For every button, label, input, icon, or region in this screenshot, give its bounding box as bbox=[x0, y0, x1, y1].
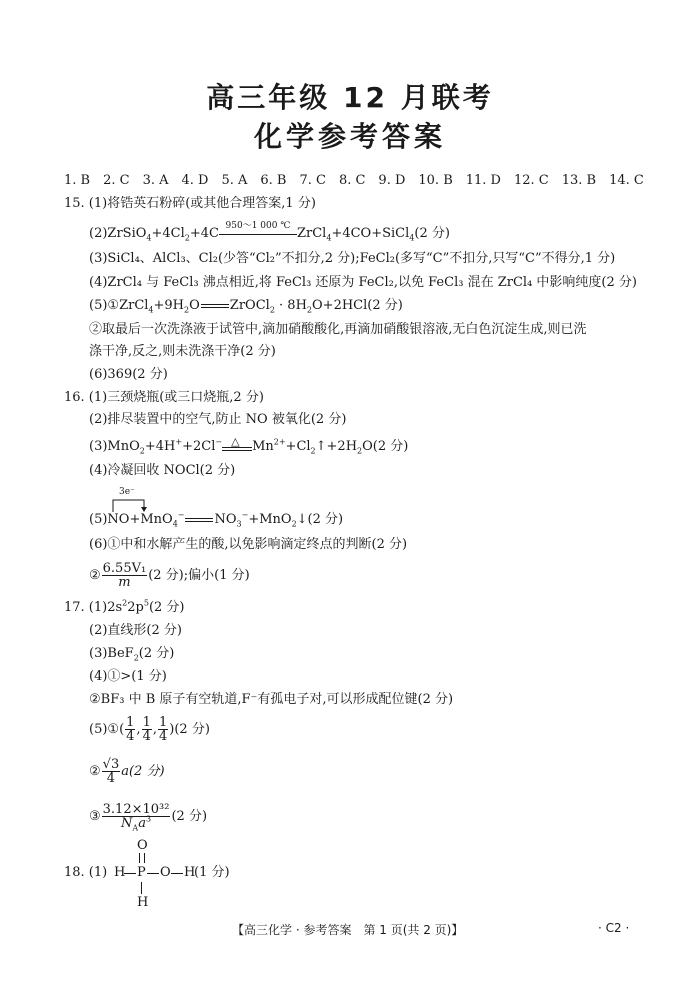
multiple-choice-answers: 1. B 2. C 3. A 4. D 5. A 6. B 7. C 8. C 9. D 10. B 11. D 12. C 13. B 14. C bbox=[64, 173, 644, 188]
q15-part4: (4)ZrCl₄ 与 FeCl₃ 沸点相近,将 FeCl₃ 还原为 FeCl₂,以免 FeCl₃ 混在 ZrCl₄ 中影响纯度(2 分) bbox=[89, 275, 637, 290]
q16-part3: (3)MnO$_2$+4H++2Cl− △ $Mn^{2+}+Cl_2↑+2H_2O(2$ 分) bbox=[89, 434, 409, 456]
page-footer: 【高三化学 · 参考答案 第 1 页(共 2 页)】 bbox=[232, 923, 464, 937]
bond bbox=[124, 873, 136, 874]
q16-part4: (4)冷凝回收 NOCl(2 分) bbox=[89, 463, 236, 478]
exam-title: 高三年级 12 月联考 bbox=[206, 81, 494, 114]
q17-part5a: (5)①( $\frac{1}{4}$ , $\frac{1}{4}$ , $\frac{1}{4}$ )(2 分) bbox=[89, 715, 210, 744]
q15-part6: (6)369(2 分) bbox=[89, 367, 168, 382]
atom-h-right: H bbox=[184, 865, 196, 880]
q15-part5a: $(5)①ZrCl_4+9H_2O$ ZrOCl$_2$ · $8H_2O+2HCl(2$ 分) bbox=[89, 298, 403, 315]
atom-o-top: O bbox=[137, 838, 148, 853]
q18-part1-prefix: 18. (1) bbox=[64, 865, 108, 880]
q15-part3: (3)SiCl₄、AlCl₃、Cl₂(少答“Cl₂”不扣分,2 分);FeCl₂(多写“C”不扣分,只写“C”不得分,1 分) bbox=[89, 251, 616, 266]
atom-h-left: H bbox=[114, 865, 126, 880]
q17-part5c: ③ $\frac{\text{3.12×10³²}}{N_Aa^3}$ (2 分) bbox=[89, 802, 208, 833]
page-code: · C2 · bbox=[598, 921, 630, 935]
q17-part3: (3)BeF$_2$(2 分) bbox=[89, 646, 175, 663]
q17-part5b: ② $\frac{√3}{4}$ a(2 分) bbox=[89, 757, 165, 786]
q15-part2: $(2)ZrSiO_4+4Cl_2+4C$ 950～1 000 ℃ ZrCl$_4$+4CO+SiCl$_4$(2 分) bbox=[89, 220, 450, 243]
q18-part1-score: (1 分) bbox=[194, 865, 230, 880]
heat-arrow: △ bbox=[222, 442, 252, 452]
atom-o-right: O bbox=[160, 865, 171, 880]
double-bond bbox=[139, 853, 145, 863]
q16-part2: (2)排尽装置中的空气,防止 NO 被氧化(2 分) bbox=[89, 412, 347, 427]
reaction-arrow: 950～1 000 ℃ bbox=[219, 229, 297, 239]
q17-part4a: (4)①>(1 分) bbox=[89, 669, 167, 684]
electron-transfer-label: 3e⁻ bbox=[119, 487, 135, 497]
bond bbox=[171, 873, 183, 874]
q15-part1: 15. (1)将锆英石粉碎(或其他合理答案,1 分) bbox=[64, 196, 316, 211]
q16-part6a: (6)①中和水解产生的酸,以免影响滴定终点的判断(2 分) bbox=[89, 537, 408, 552]
atom-p: P bbox=[137, 865, 146, 880]
electron-transfer-bracket bbox=[111, 497, 151, 513]
q16-part5: (5)NO+MnO$_4$− $NO_3^-+MnO_2↓(2$ 分) bbox=[89, 510, 344, 529]
fraction: $\frac{\text{6.55V₁}}{m}$ bbox=[102, 561, 147, 590]
q15-part5b: ②取最后一次洗涤液于试管中,滴加硝酸酸化,再滴加硝酸银溶液,无白色沉淀生成,则已洗 bbox=[89, 322, 587, 337]
bond bbox=[147, 873, 159, 874]
q17-part1: 17. $(1)2s^22p^5(2$ 分) bbox=[64, 598, 185, 615]
q15-part5b-cont: 涤干净,反之,则未洗涤干净(2 分) bbox=[89, 344, 276, 359]
atom-h-bottom: H bbox=[137, 895, 149, 910]
bond bbox=[141, 882, 142, 894]
answer-key-title: 化学参考答案 bbox=[253, 120, 446, 153]
q16-part1: 16. (1)三颈烧瓶(或三口烧瓶,2 分) bbox=[64, 390, 264, 405]
q17-part4b: ②BF₃ 中 B 原子有空轨道,F⁻有孤电子对,可以形成配位键(2 分) bbox=[89, 692, 454, 707]
q16-part6b: ② $\frac{\text{6.55V₁}}{m}$ (2 分);偏小(1 分) bbox=[89, 561, 250, 590]
q17-part2: (2)直线形(2 分) bbox=[89, 623, 182, 638]
